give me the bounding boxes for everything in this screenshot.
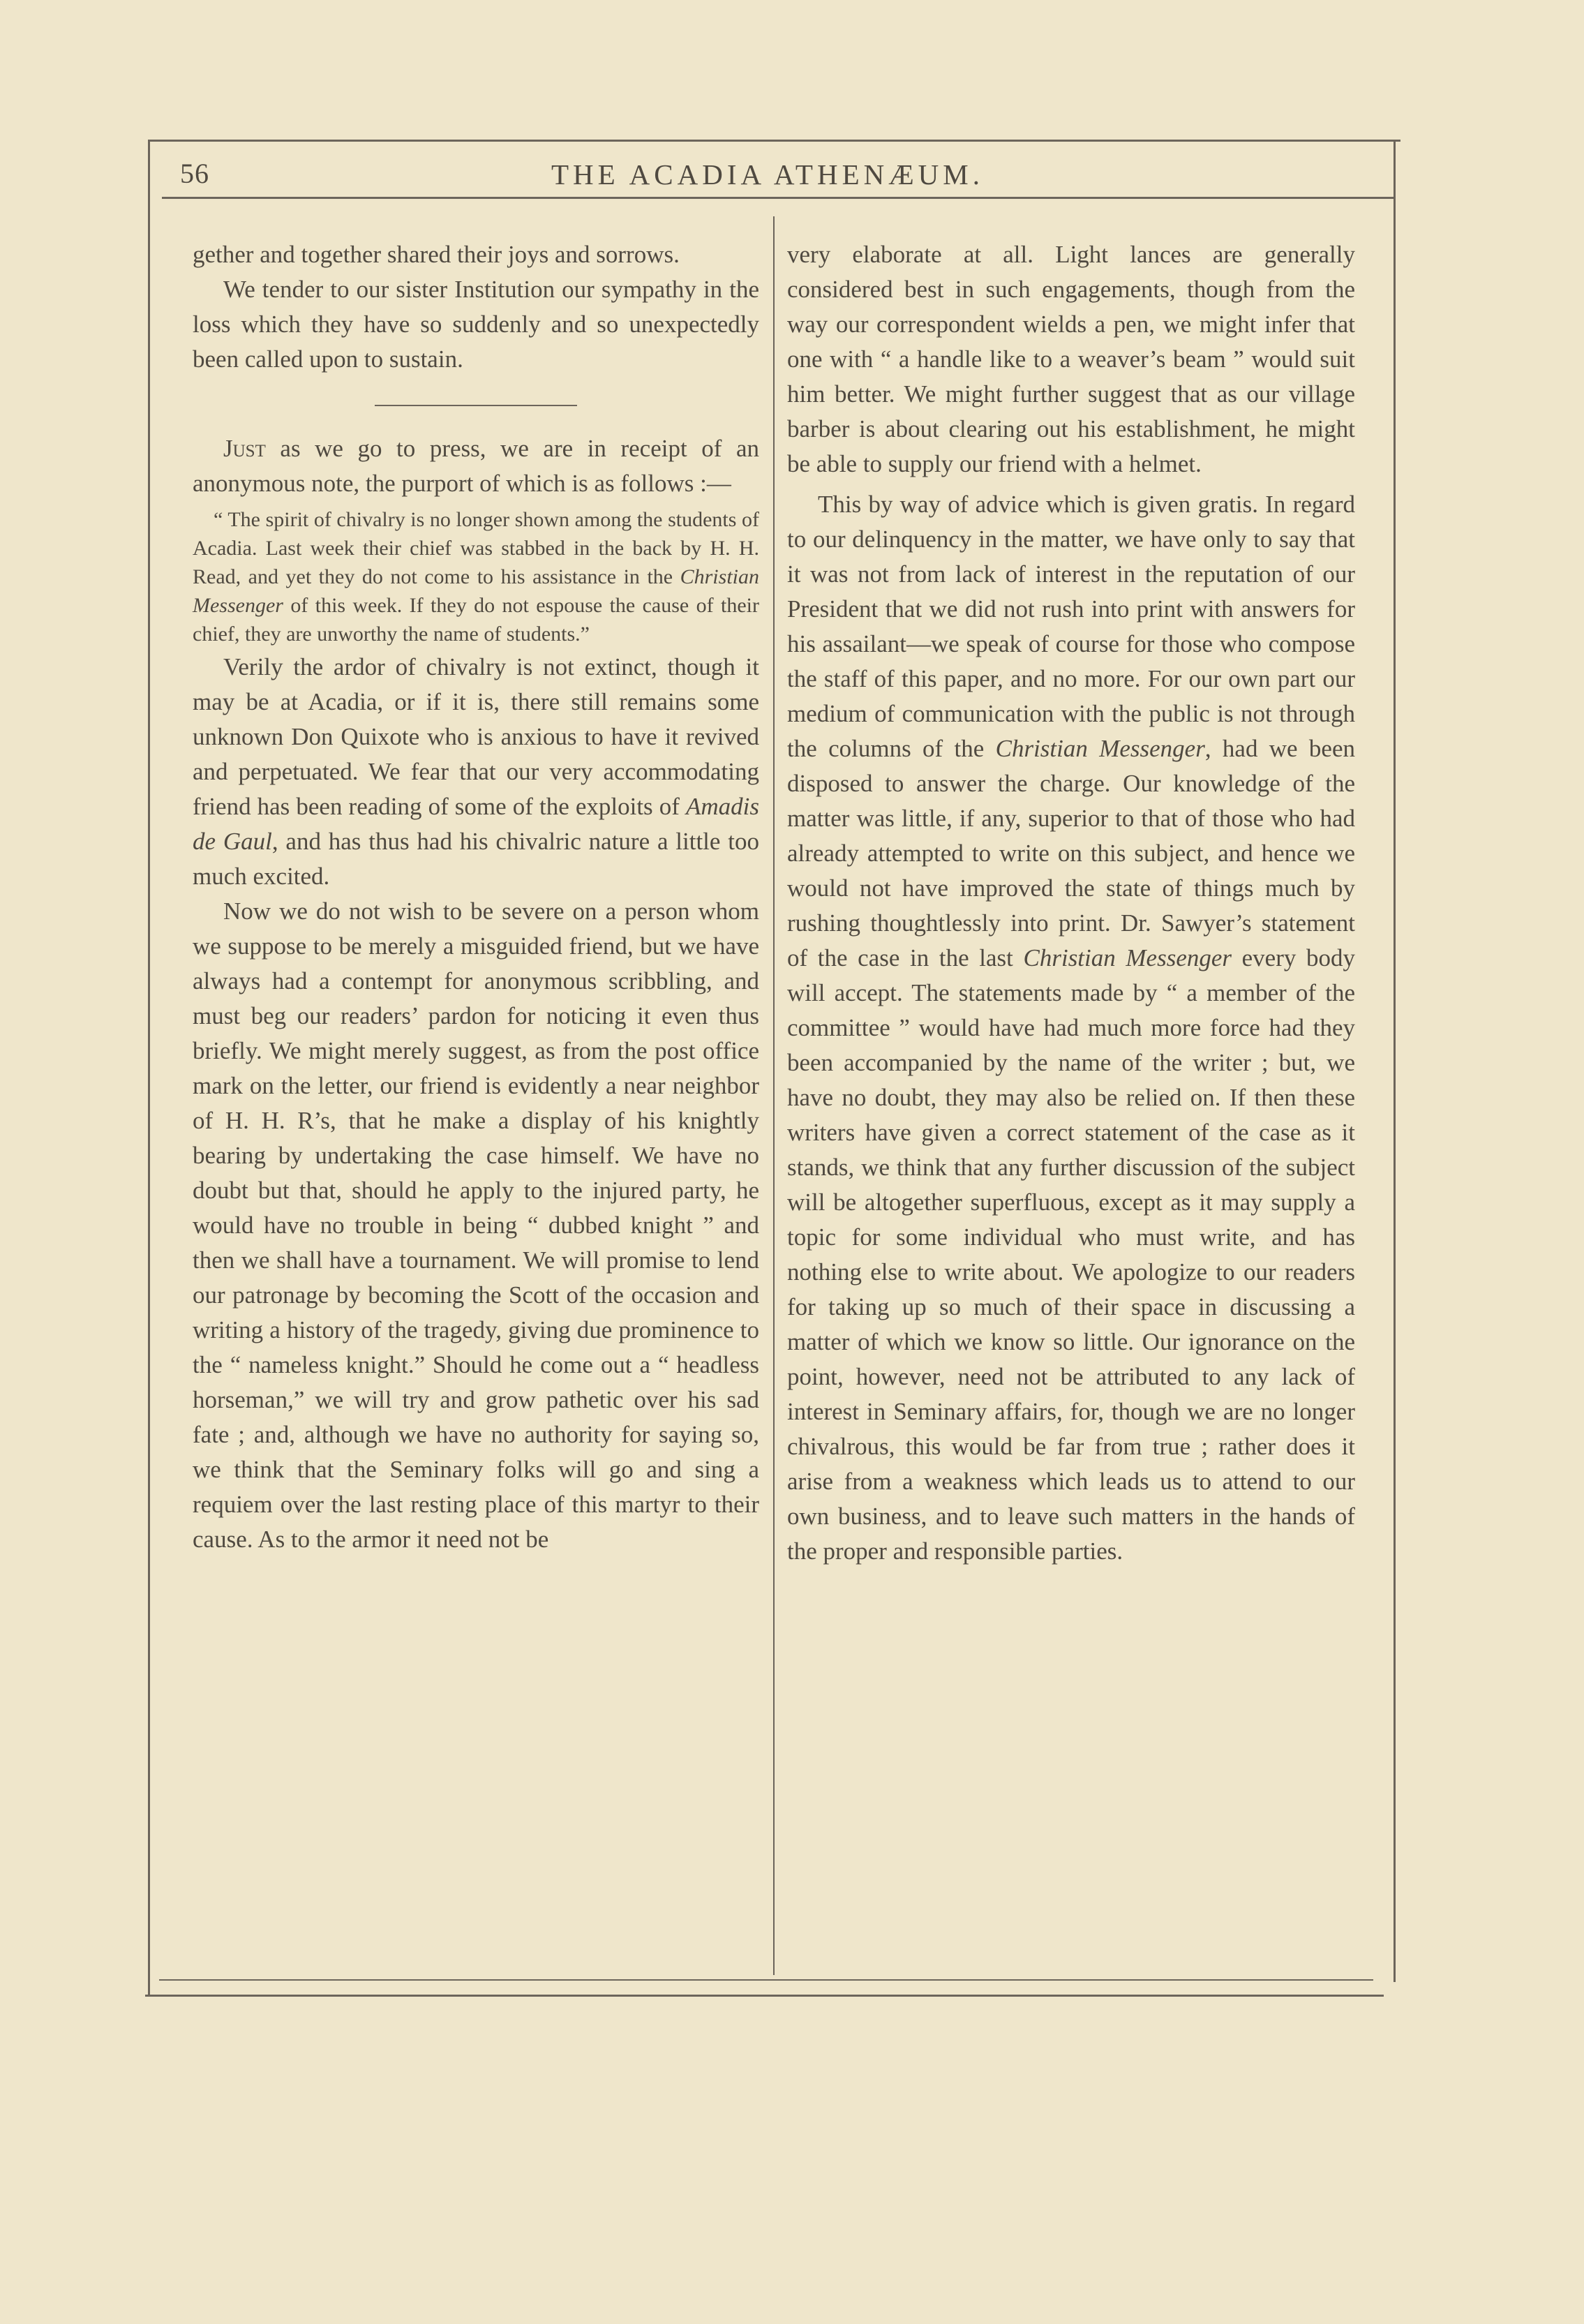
paragraph-text: This by way of advice which is given gratis. In regard to our delinquency in the matter, we have only to say that it was not from lack of interest in the reputation of our President that we did not rush into print with answers for his assailant—we speak of course for those who compose the staff of this paper, and no more. For our own part our medium of communication with the public is not through the columns of the (787, 491, 1355, 762)
frame-left-rule (148, 140, 150, 1996)
column-divider (773, 216, 775, 1975)
page-number: 56 (180, 158, 209, 189)
publication-title: Christian Messenger (1023, 944, 1232, 971)
paragraph-text: as we go to press, we are in receipt of an anonymous note, the purport of which is as follows :— (193, 435, 759, 497)
paragraph-text: , and has thus had his chivalric nature a little too much excited. (193, 828, 759, 890)
publication-title: Christian Messenger (193, 565, 759, 617)
paragraph-text: every body will accept. The statements made by “ a member of the committee ” would have had much more force had they been accompanied by the name of the writer ; but, we have no doubt, they may also be relied on. If then these writers have given a correct statement of the case as it stands, we think that any further discussion of the subject will be altogether superfluous, except as it may supply a topic for some individual who must write, and has nothing else to write about. We apologize to our readers for taking up so much of their space in discussing a matter of which we know so little. Our ignorance on the point, however, need not be attributed to any lack of interest in Seminary affairs, for, though we are no longer chivalrous, this would be far from true ; rather does it arise from a weakness which leads us to attend to our own business, and to leave such matters in the hands of the proper and responsible parties. (787, 944, 1355, 1565)
quote-text: “ The spirit of chivalry is no longer shown among the students of Acadia. Last week their chief was stabbed in the back by H. H. Read, and yet they do not come to his assistance in the (193, 508, 759, 588)
running-title: THE ACADIA ATHENÆUM. (551, 158, 984, 191)
article-paragraph: very elaborate at all. Light lances are generally considered best in such engagements, though from the way our correspondent wields a pen, we might infer that one with “ a handle like to a weaver’s beam ” would suit him better. We might further suggest that as our village barber is about clearing out his establishment, he might be able to supply our friend with a helmet. (787, 241, 1355, 477)
article-paragraph (193, 650, 759, 894)
frame-right-rule (1394, 140, 1396, 1982)
frame-bottom-rule-inner (159, 1979, 1373, 1981)
article-paragraph (787, 487, 1355, 1569)
book-title: Amadis de Gaul (193, 793, 759, 855)
paragraph-text: Verily the ardor of chivalry is not extinct, though it may be at Acadia, or if it is, there still remains some unknown Don Quixote who is anxious to have it revived and perpetuated. We fear that our very accommodating friend has been reading of some of the exploits of (193, 653, 759, 820)
quoted-note (193, 505, 759, 648)
article-paragraph (193, 431, 759, 501)
right-column (787, 237, 1355, 1569)
section-separator (375, 405, 577, 406)
paragraph-text: , had we been disposed to answer the charge. Our knowledge of the matter was little, if any, superior to that of those who had already attempted to write on this subject, and hence we would not have improved the state of things much by rushing thoughtlessly into print. Dr. Sawyer’s statement of the case in the last (787, 735, 1355, 971)
quote-text: of this week. If they do not espouse the cause of their chief, they are unworthy the name of students.” (193, 594, 759, 646)
publication-title: Christian Messenger (995, 735, 1205, 762)
article-paragraph: gether and together shared their joys and sorrows. (193, 241, 680, 268)
frame-bottom-rule (145, 1995, 1384, 1997)
article-paragraph: Now we do not wish to be severe on a person whom we suppose to be merely a misguided friend, but we have always had a contempt for anonymous scribbling, and must beg our readers’ pardon for noticing it even thus briefly. We might merely suggest, as from the post office mark on the letter, our friend is evidently a near neighbor of H. H. R’s, that he make a display of his knightly bearing by undertaking the case himself. We have no doubt but that, should he apply to the injured party, he would have no trouble in being “ dubbed knight ” and then we shall have a tournament. We will promise to lend our patronage by becoming the Scott of the occasion and writing a history of the tragedy, giving due prominence to the “ nameless knight.” Should he come out a “ headless horseman,” we will try and grow pathetic over his sad fate ; and, although we have no authority for saying so, we think that the Seminary folks will go and sing a requiem over the last resting place of this martyr to their cause. As to the armor it need not be (193, 897, 759, 1553)
article-paragraph: We tender to our sister Institution our sympathy in the loss which they have so suddenly and so unexpectedly been called upon to sustain. (193, 276, 759, 373)
header-rule (162, 197, 1394, 199)
lead-word: Just (223, 435, 266, 462)
frame-top-rule (148, 140, 1400, 142)
left-column (193, 237, 759, 1557)
